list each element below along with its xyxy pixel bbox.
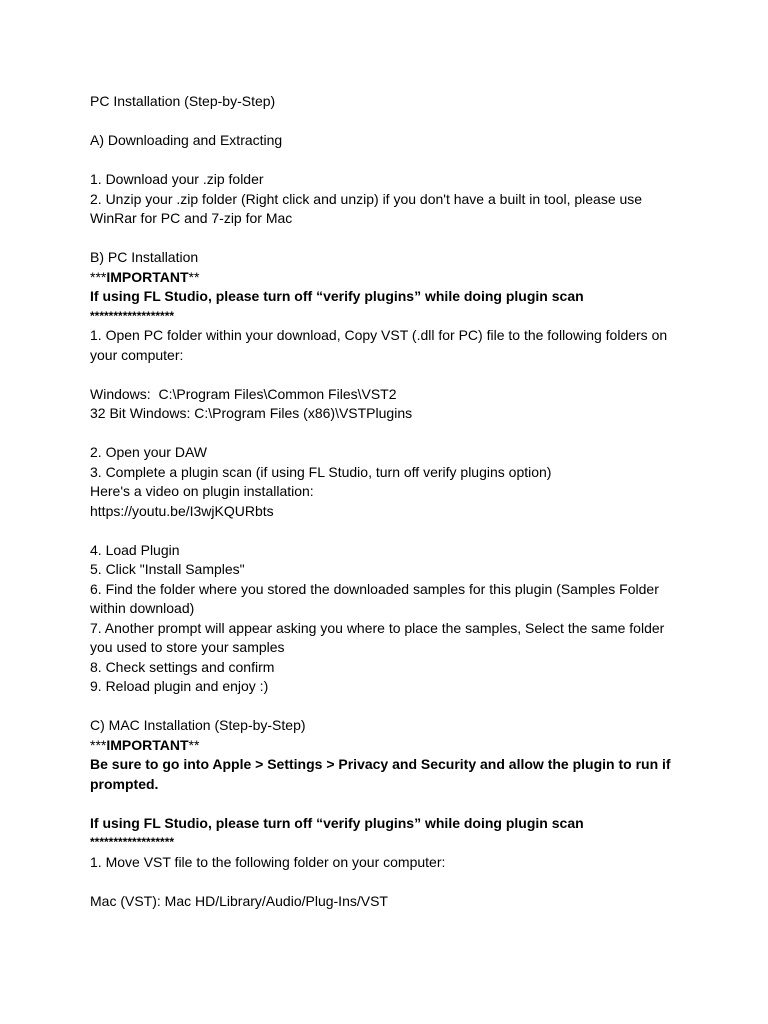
section-b-step-9: 9. Reload plugin and enjoy :): [90, 678, 269, 694]
spacer: [90, 521, 680, 541]
spacer: [90, 697, 680, 717]
section-c-heading: C) MAC Installation (Step-by-Step): [90, 717, 306, 733]
section-b-windows32-path: 32 Bit Windows: C:\Program Files (x86)\VSTPlugins: [90, 405, 413, 421]
section-b-video-text: Here's a video on plugin installation:: [90, 483, 314, 499]
spacer: [90, 112, 680, 132]
section-b-fl-warning: If using FL Studio, please turn off “verify plugins” while doing plugin scan: [90, 288, 584, 304]
section-b-step-5: 5. Click "Install Samples": [90, 561, 245, 577]
important-suffix: **: [188, 736, 200, 753]
spacer: [90, 229, 680, 249]
document-title: PC Installation (Step-by-Step): [90, 93, 276, 109]
document-page: [90, 92, 680, 911]
section-b-step-6: 6. Find the folder where you stored the downloaded samples for this plugin (Samples Folder within download): [90, 580, 659, 616]
important-suffix: **: [188, 268, 200, 285]
section-b-step-1: 1. Open PC folder within your download, Copy VST (.dll for PC) file to the following folders on your computer:: [90, 327, 668, 363]
section-b-step-3: 3. Complete a plugin scan (if using FL Studio, turn off verify plugins option): [90, 463, 552, 480]
section-b-important-label: [90, 268, 680, 288]
spacer: [90, 424, 680, 444]
section-b-step-4: 4. Load Plugin: [90, 541, 180, 558]
important-prefix: ***: [90, 736, 107, 753]
spacer: [90, 365, 680, 385]
section-b-windows-path: Windows: C:\Program Files\Common Files\VST2: [90, 385, 397, 402]
section-b-stars-divider: ******************: [90, 308, 175, 323]
important-word: IMPORTANT: [106, 736, 189, 753]
section-a-step-1: 1. Download your .zip folder: [90, 171, 264, 187]
section-a-heading: A) Downloading and Extracting: [90, 132, 283, 148]
section-c-mac-path: Mac (VST): Mac HD/Library/Audio/Plug-Ins/VST: [90, 892, 388, 909]
spacer: [90, 151, 680, 171]
spacer: [90, 794, 680, 814]
section-c-step-1: 1. Move VST file to the following folder on your computer:: [90, 853, 446, 870]
section-b-step-8: 8. Check settings and confirm: [90, 658, 275, 675]
spacer: [90, 872, 680, 892]
section-c-fl-warning: If using FL Studio, please turn off “verify plugins” while doing plugin scan: [90, 814, 584, 831]
important-prefix: ***: [90, 268, 107, 285]
section-b-heading: B) PC Installation: [90, 249, 199, 265]
section-b-video-link[interactable]: https://youtu.be/I3wjKQURbts: [90, 502, 274, 519]
important-word: IMPORTANT: [106, 268, 189, 285]
section-b-step-7: 7. Another prompt will appear asking you where to place the samples, Select the same folder you used to store your samples: [90, 619, 665, 655]
section-c-apple-note: Be sure to go into Apple > Settings > Privacy and Security and allow the plugin to run if prompted.: [90, 756, 671, 792]
section-c-stars-divider: ******************: [90, 835, 175, 849]
section-a-step-2: 2. Unzip your .zip folder (Right click and unzip) if you don't have a built in tool, please use WinRar for PC and 7-zip for Mac: [90, 190, 643, 226]
section-c-important-label: [90, 736, 680, 756]
section-b-step-2: 2. Open your DAW: [90, 444, 207, 460]
